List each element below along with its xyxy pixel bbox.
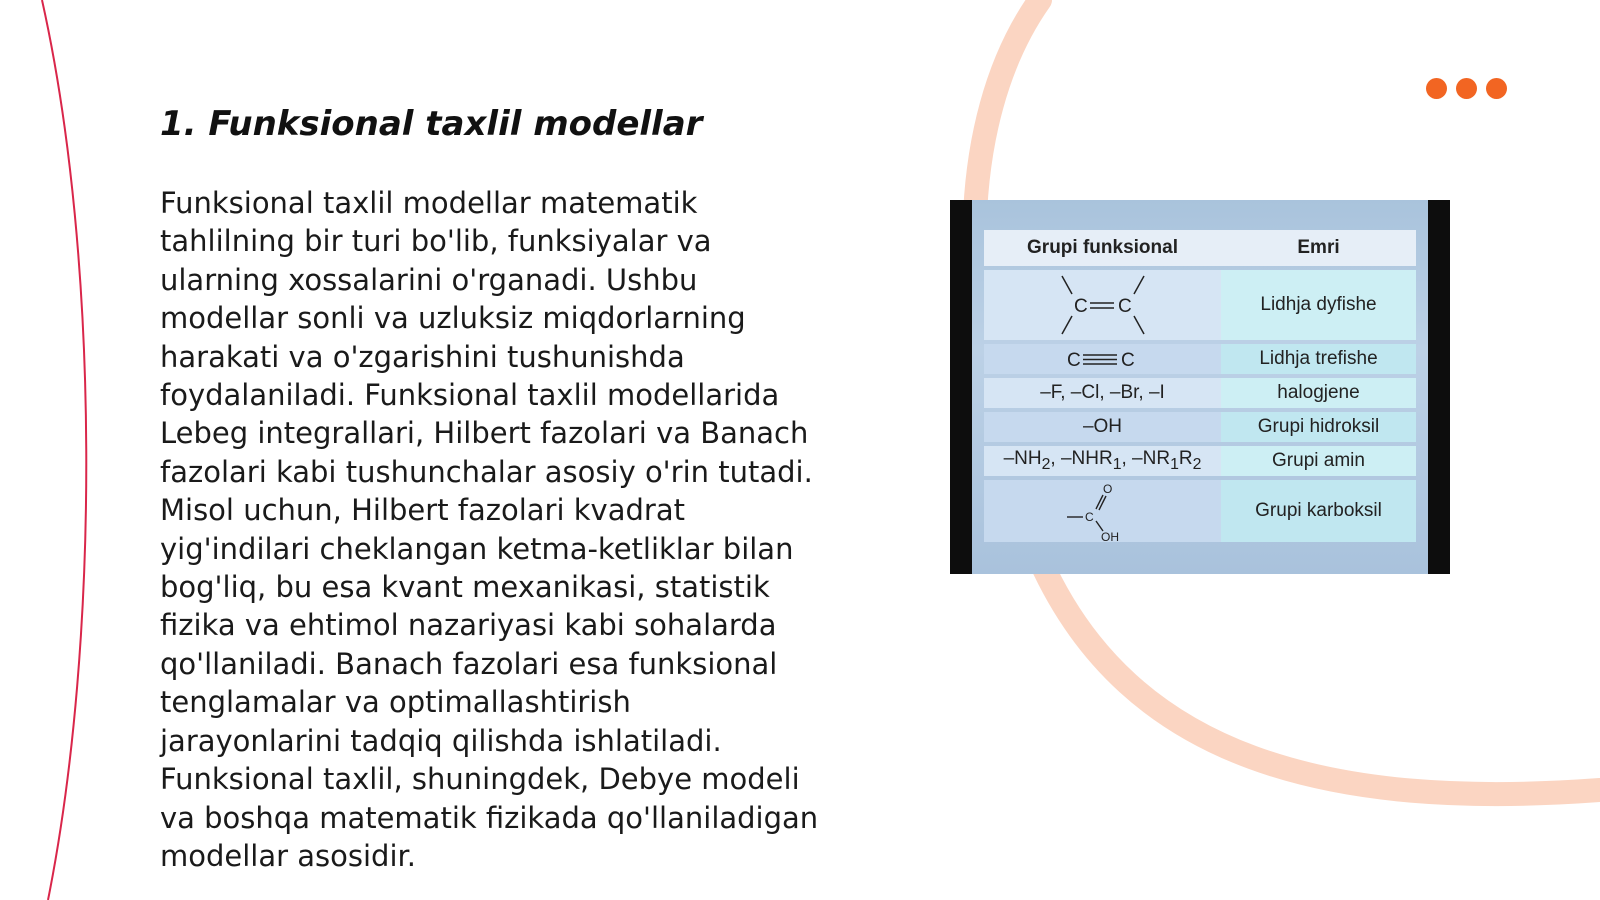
body-line: Misol uchun, Hilbert fazolari kvadrat: [160, 493, 685, 528]
dot-icon: [1456, 78, 1477, 99]
formula-cell: [984, 270, 1221, 340]
decorative-curve: [42, 0, 86, 900]
body-line: qo'llaniladi. Banach fazolari esa funksional: [160, 646, 778, 681]
body-line: fazolari kabi tushunchalar asosiy o'rin tutadi.: [160, 454, 813, 489]
body-line: jarayonlarini tadqiq qilishda ishlatiladi.: [160, 723, 722, 758]
body-line: tenglamalar va optimallashtirish: [160, 685, 631, 720]
header-group: Grupi funksional: [984, 230, 1221, 266]
table-row: [984, 378, 1416, 408]
table-row: [984, 344, 1416, 374]
group-name-cell: Grupi hidroksil: [1221, 412, 1416, 442]
table-row: [984, 270, 1416, 340]
double-bond-structure: [1048, 272, 1158, 338]
formula-cell: –OH: [984, 412, 1221, 442]
formula-cell: –F, –Cl, –Br, –I: [984, 378, 1221, 408]
body-line: Funksional taxlil, shuningdek, Debye modeli: [160, 762, 800, 797]
atom-label: C: [1066, 350, 1081, 371]
atom-label: C: [1073, 296, 1088, 317]
atom-label: OH: [1100, 530, 1119, 541]
body-paragraph: [160, 184, 850, 875]
body-line: Funksional taxlil modellar matematik: [160, 186, 698, 220]
header-name: Emri: [1221, 230, 1416, 266]
body-line: foydalaniladi. Funksional taxlil modellarida: [160, 378, 780, 413]
group-name-cell: Grupi amin: [1221, 446, 1416, 476]
table-row: [984, 480, 1416, 542]
body-line: harakati va o'zgarishini tushunishda: [160, 339, 685, 374]
table-row: [984, 446, 1416, 476]
formula-cell: [984, 344, 1221, 374]
body-line: modellar asosidir.: [160, 838, 417, 873]
formula-cell: [984, 480, 1221, 542]
group-name-cell: Lidhja trefishe: [1221, 344, 1416, 374]
group-name-cell: Lidhja dyfishe: [1221, 270, 1416, 340]
atom-label: C: [1117, 296, 1132, 317]
slide-title: 1. Funksional taxlil modellar: [160, 104, 703, 144]
body-line: fizika va ehtimol nazariyasi kabi sohalarda: [160, 608, 777, 643]
body-line: modellar sonli va uzluksiz miqdorlarning: [160, 301, 746, 336]
atom-label: C: [1120, 350, 1135, 371]
body-line: bog'liq, bu esa kvant mexanikasi, statistik: [160, 570, 770, 605]
table-row: [984, 412, 1416, 442]
carboxyl-structure: [1063, 481, 1143, 541]
functional-groups-image: [950, 200, 1450, 574]
body-line: ularning xossalarini o'rganadi. Ushbu: [160, 262, 698, 297]
triple-bond-structure: [1063, 346, 1143, 372]
table-header-row: [984, 230, 1416, 266]
body-line: Lebeg integrallari, Hilbert fazolari va Banach: [160, 416, 809, 451]
image-panel: [972, 200, 1428, 574]
atom-label: C: [1084, 510, 1094, 524]
group-name-cell: Grupi karboksil: [1221, 480, 1416, 542]
functional-groups-table: [984, 226, 1416, 546]
formula-cell: $-NH_2$, $-NHR_1$, $-NR_1R_2$: [984, 446, 1221, 476]
dot-icon: [1426, 78, 1447, 99]
body-line: tahlilning bir turi bo'lib, funksiyalar va: [160, 224, 712, 259]
dot-icon: [1486, 78, 1507, 99]
body-line: va boshqa matematik fizikada qo'llaniladigan: [160, 800, 819, 835]
atom-label: O: [1102, 482, 1112, 496]
body-line: yig'indilari cheklangan ketma-ketliklar bilan: [160, 531, 794, 566]
group-name-cell: halogjene: [1221, 378, 1416, 408]
menu-dots: [1426, 78, 1507, 99]
